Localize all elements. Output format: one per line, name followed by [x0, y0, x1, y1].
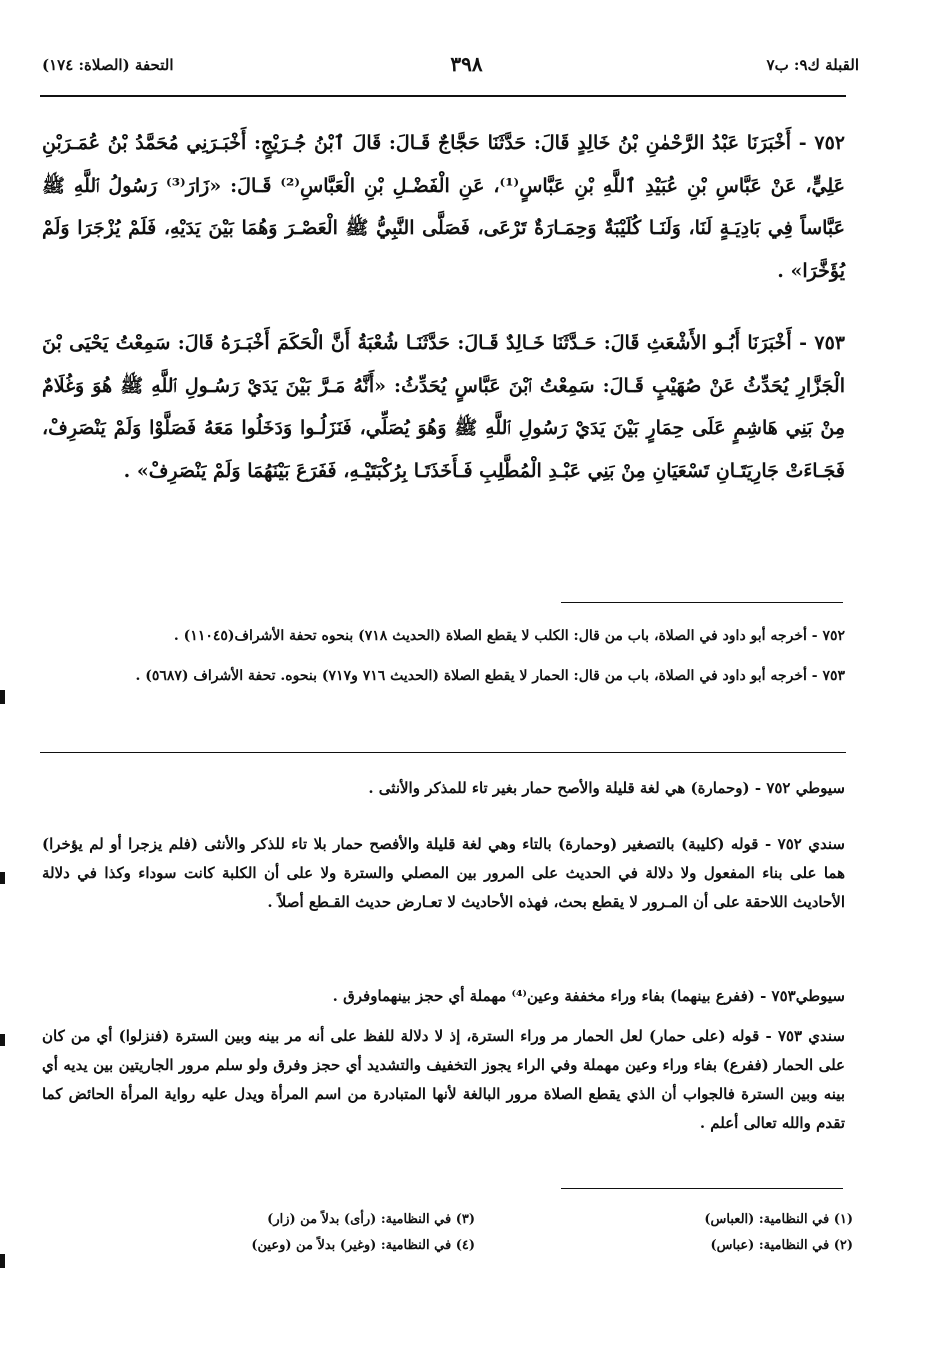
- commentary-text: (وحمارة) هي لغة قليلة والأصح حمار بغير تاء للمذكر والأنثى .: [368, 779, 750, 797]
- commentary-sindi-752: [42, 830, 845, 917]
- footnote-4: (٤) في النظامية: (وغير) بدلاً من (وعين): [251, 1238, 475, 1253]
- takhrij-note-752: ٧٥٢ - أخرجه أبو داود في الصلاة، باب من قال: الكلب لا يقطع الصلاة (الحديث ٧١٨) بنحوه تحفة الأشراف(١١٠٤٥) .: [173, 628, 845, 644]
- hadith-753: [42, 322, 845, 492]
- scan-edge-mark: [0, 1254, 5, 1268]
- header-tuhfa-ref: التحفة (الصلاة: ١٧٤): [42, 56, 174, 74]
- commentary-label: سندي ٧٥٢ -: [764, 835, 845, 853]
- hadith-number: ٧٥٢ -: [798, 132, 845, 154]
- scan-edge-mark: [0, 1034, 5, 1046]
- scan-edge-mark: [0, 690, 5, 704]
- commentary-label: سيوطي ٧٥٢ -: [754, 779, 845, 797]
- footnote-1: (١) في النظامية: (العباس): [704, 1212, 853, 1227]
- commentary-text: (ففرع بينهما) بفاء وراء مخففة وعين⁽⁴⁾ مهملة أي حجز بينهماوفرق .: [332, 987, 755, 1005]
- footnote-2: (٢) في النظامية: (عباس): [710, 1238, 853, 1253]
- footnotes-divider: [561, 1188, 843, 1189]
- scan-edge-mark: [0, 872, 5, 884]
- page-number: ٣٩٨: [450, 52, 483, 76]
- hadith-752: [42, 122, 845, 292]
- hadith-text: أَخْبَرَنَا عَبْدُ الرَّحْمٰنِ بْنُ خَالِدٍ قَالَ: حَدَّثَنَا حَجَّاجٌ قَـالَ: قَالَ ٱبْنُ جُـرَيْجٍ: أَخْبَـرَنِي مُحَمَّدُ بْنُ عُمَـرَبْنِ عَلِيٍّ، عَنْ عَبَّاسِ بْنِ عُبَيْدِ ٱللَّهِ بْنِ عَبَّاسٍ⁽¹⁾، عَنِ الْفَضْـلِ بْنِ الْعَبَّاسِ⁽²⁾ قَـالَ: «زَارَ⁽³⁾ رَسُولُ ٱللَّهِ ﷺ عَبَّاساً فِي بَادِيَـةٍ لَنَا، وَلَنَـا كُلَيْبَةٌ وَحِمَـارَةٌ تَرْعَى، فَصَلَّى النَّبِيُّ ﷺ الْعَصْـرَ وَهُمَا بَيْنَ يَدَيْهِ، فَلَمْ يُزْجَرَا وَلَمْ يُؤَخَّرَا» .: [42, 132, 846, 282]
- takhrij-divider: [561, 602, 843, 603]
- commentary-suyuti-752: [42, 774, 845, 803]
- commentary-sindi-753: [42, 1022, 845, 1138]
- header-divider: [40, 95, 846, 97]
- commentary-label: سيوطي٧٥٣ -: [760, 987, 845, 1005]
- commentary-suyuti-753: [42, 982, 845, 1011]
- commentary-divider: [40, 752, 846, 753]
- commentary-label: سندي ٧٥٣ -: [765, 1027, 846, 1045]
- header-chapter-ref: القبلة ك٩: ب٧: [766, 56, 859, 74]
- hadith-text: أَخْبَرَنَا أَبُـو الأَشْعَثِ قَالَ: حَـدَّثَنَا خَـالِدٌ قَـالَ: حَدَّثَنَـا شُعْبَةُ أَنَّ الْحَكَمَ أَخْبَـرَهُ قَالَ: سَمِعْتُ يَحْيَى بْنَ الْجَزَّارِ يُحَدِّثُ عَنْ صُهَيْبٍ قَـالَ: سَمِعْتُ ٱبْنَ عَبَّاسٍ يُحَدِّثُ: «أَنَّهُ مَـرَّ بَيْنَ يَدَيْ رَسُـولِ ٱللَّهِ ﷺ هُوَ وَغُلَامٌ مِنْ بَنِي هَاشِمٍ عَلَى حِمَارٍ بَيْنَ يَدَيْ رَسُولِ ٱللَّهِ ﷺ وَهُوَ يُصَلِّي، فَنَزَلُـوا وَدَخَلُوا مَعَهُ فَصَلَّوْا وَلَمْ يَنْصَرِفْ، فَجَـاءَتْ جَارِيَتَـانِ تَسْعَيَانِ مِنْ بَنِي عَبْـدِ الْمُطَّلِبِ فَـأَخَذَتَـا بِرُكْبَتَيْـهِ، فَفَرَعَ بَيْنَهُمَا وَلَمْ يَنْصَرِفْ» .: [42, 332, 845, 482]
- commentary-text: قوله (كليبة) بالتصغير (وحمارة) بالتاء وهي لغة قليلة والأفصح حمار بلا تاء للذكر والأنثى (فلم يزجرا أو لم يؤخرا) هما على بناء المفعول ولا دلالة في الحديث على المرور بين المصلي والسترة ولا على أن الكلبة كانت سوداء وكذا في دلالة الأحاديث اللاحقة على أن المـرور لا يقطع بحث، فهذه الأحاديث لا تعـارض حديث القـطع أصلاً .: [42, 835, 845, 911]
- takhrij-note-753: ٧٥٣ - أخرجه أبو داود في الصلاة، باب من قال: الحمار لا يقطع الصلاة (الحديث ٧١٦ و٧١٧) بنحوه. تحفة الأشراف (٥٦٨٧) .: [135, 668, 845, 684]
- commentary-text: قوله (على حمار) لعل الحمار مر وراء السترة، إذ لا دلالة للفظ على أنه مر بينه وبين السترة (فنزلوا) أي من كان على الحمار (ففرع) بفاء وراء وعين مهملة وفي الراء يجوز التخفيف والتشديد أي حجز وفرق ولو سلم مرور الجاريتين بين يديه أي بينه وبين السترة فالجواب أن الذي يقطع الصلاة مرور البالغة لأنها المتبادرة من اسم المرأة ويدل عليه رواية المرأة الحائض كما تقدم والله تعالى أعلم .: [42, 1027, 845, 1132]
- footnote-3: (٣) في النظامية: (رأى) بدلاً من (زار): [267, 1212, 475, 1227]
- hadith-number: ٧٥٣ -: [799, 332, 845, 354]
